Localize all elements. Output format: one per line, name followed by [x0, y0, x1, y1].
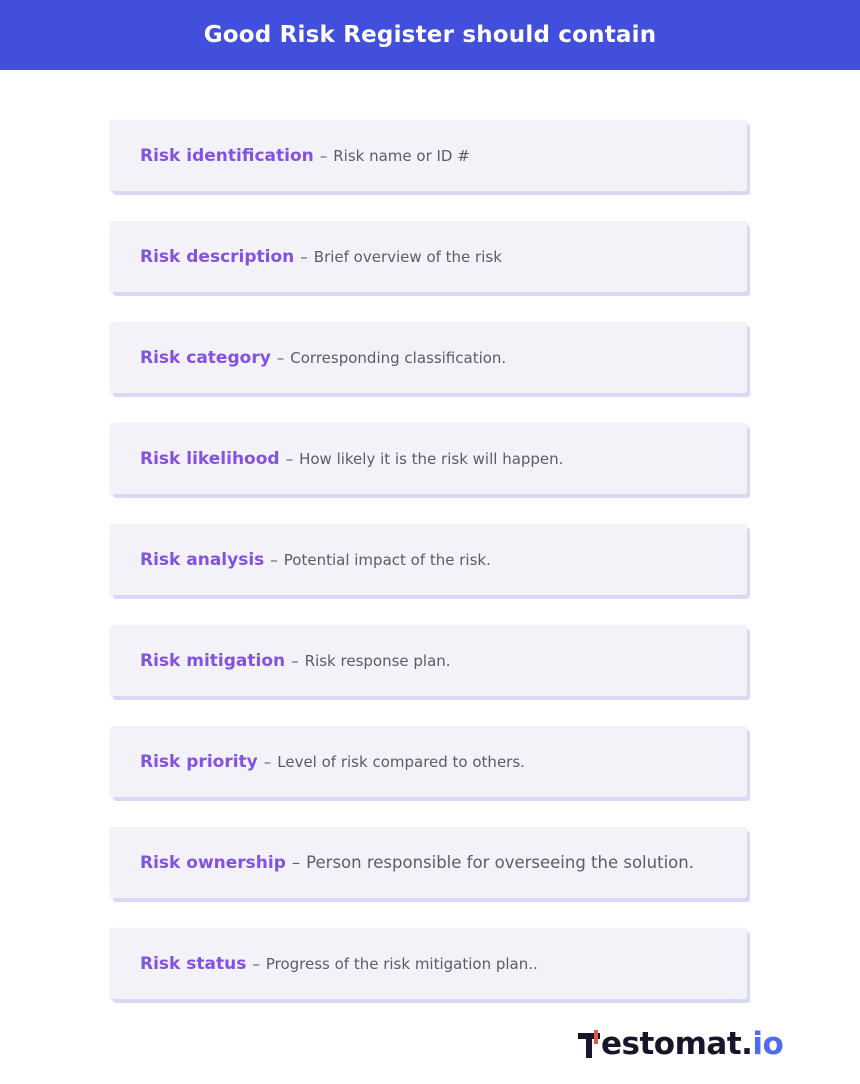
item-term: Risk status [140, 953, 247, 974]
item-description: How likely it is the risk will happen. [299, 449, 564, 468]
item-description: Risk response plan. [304, 651, 451, 670]
list-item-risk-priority [110, 726, 747, 797]
item-term: Risk description [140, 246, 295, 267]
list-item-risk-identification [110, 120, 747, 191]
header-banner [0, 0, 860, 70]
item-description: Person responsible for overseeing the solution. [306, 853, 694, 872]
item-separator: – [252, 954, 260, 973]
item-separator: – [291, 651, 299, 670]
item-description: Brief overview of the risk [313, 247, 502, 266]
logo-tld: io [752, 1026, 784, 1062]
risk-register-list [110, 120, 750, 1029]
item-description: Progress of the risk mitigation plan.. [265, 954, 538, 973]
list-item-risk-category [110, 322, 747, 393]
item-term: Risk category [140, 347, 271, 368]
item-separator: – [276, 348, 285, 367]
item-description: Corresponding classification. [290, 348, 507, 367]
item-term: Risk ownership [140, 852, 286, 873]
list-item-risk-mitigation [110, 625, 747, 696]
list-item-risk-description [110, 221, 747, 292]
list-item-risk-status [110, 928, 747, 999]
page-title: Good Risk Register should contain [203, 22, 657, 48]
item-separator: – [263, 752, 272, 771]
list-item-risk-analysis [110, 524, 747, 595]
item-term: Risk analysis [140, 549, 265, 570]
item-term: Risk identification [140, 145, 314, 166]
item-term: Risk mitigation [140, 650, 286, 671]
item-description: Level of risk compared to others. [277, 752, 525, 771]
logo-t-mark-icon [578, 1030, 600, 1058]
item-description: Risk name or ID # [333, 146, 470, 165]
logo-wordmark: estomat. [601, 1026, 753, 1062]
item-separator: – [270, 550, 278, 569]
list-item-risk-ownership [110, 827, 747, 898]
item-term: Risk likelihood [140, 448, 280, 469]
item-separator: – [285, 449, 294, 468]
item-separator: – [300, 247, 308, 266]
item-separator: – [291, 853, 301, 872]
list-item-risk-likelihood [110, 423, 747, 494]
item-description: Potential impact of the risk. [283, 550, 491, 569]
testomat-logo [578, 1022, 783, 1066]
item-term: Risk priority [140, 751, 258, 772]
item-separator: – [319, 146, 328, 165]
